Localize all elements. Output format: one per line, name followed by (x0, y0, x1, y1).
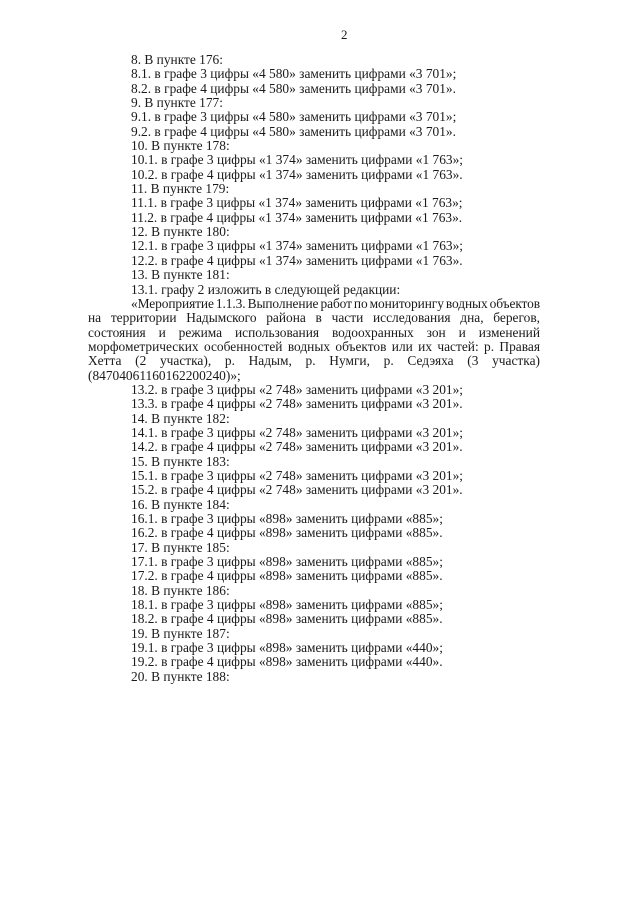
clause-item: 12.2. в графе 4 цифры «1 374» заменить цифрами «1 763». (131, 252, 463, 268)
clause-item: 16.1. в графе 3 цифры «898» заменить цифрами «885»; (131, 511, 443, 526)
clause-heading: 8. В пункте 176: (131, 52, 223, 67)
quote-line-text: морфометрических особенностей водных объектов или их частей: р. Правая (88, 338, 540, 354)
clause-item: 13.3. в графе 4 цифры «2 748» заменить цифрами «3 201». (131, 396, 463, 412)
clause-heading: 17. В пункте 185: (131, 539, 230, 555)
clause-item: 15.2. в графе 4 цифры «2 748» заменить цифрами «3 201». (131, 482, 463, 498)
clause-heading: 11. В пункте 179: (131, 181, 230, 197)
clause-item: 8.2. в графе 4 цифры «4 580» заменить цифрами «3 701». (131, 80, 456, 96)
clause-item: 13.2. в графе 3 цифры «2 748» заменить цифрами «3 201»; (131, 381, 464, 397)
clause-item: 17.1. в графе 3 цифры «898» заменить цифрами «885»; (131, 554, 443, 570)
clause-heading: 14. В пункте 182: (131, 410, 230, 426)
document-body (88, 53, 540, 684)
quote-line-text: на территории Надымского района в части исследования дна, берегов, (88, 310, 540, 326)
quote-line-text: «Мероприятие 1.1.3. Выполнение работ по мониторингу водных объектов (131, 295, 540, 311)
clause-item: 14.1. в графе 3 цифры «2 748» заменить цифрами «3 201»; (131, 424, 464, 440)
clause-item: 17.2. в графе 4 цифры «898» заменить цифрами «885». (131, 568, 443, 584)
clause-item: 11.2. в графе 4 цифры «1 374» заменить цифрами «1 763». (131, 209, 463, 225)
quote-line (88, 311, 540, 325)
quote-line (88, 297, 540, 311)
clause-heading: 10. В пункте 178: (131, 138, 230, 154)
quote-line (88, 354, 540, 368)
clause-item: 18.2. в графе 4 цифры «898» заменить цифрами «885». (131, 611, 443, 627)
clause-item: 11.1. в графе 3 цифры «1 374» заменить цифрами «1 763»; (131, 195, 463, 211)
clause-item: 14.2. в графе 4 цифры «2 748» заменить цифрами «3 201». (131, 439, 463, 455)
page-number: 2 (341, 27, 348, 42)
clause-item: 19.2. в графе 4 цифры «898» заменить цифрами «440». (131, 654, 443, 670)
quote-line (88, 369, 540, 383)
clause-heading: 13. В пункте 181: (131, 267, 230, 283)
clause-heading: 20. В пункте 188: (131, 668, 230, 684)
clause-heading: 16. В пункте 184: (131, 496, 230, 512)
clause-item: 13.1. графу 2 изложить в следующей редакции: (131, 281, 401, 297)
clause-item: 9.1. в графе 3 цифры «4 580» заменить цифрами «3 701»; (131, 109, 457, 125)
quote-line-text: состояния и режима использования водоохранных зон и изменений (88, 324, 540, 340)
clause-item: 15.1. в графе 3 цифры «2 748» заменить цифрами «3 201»; (131, 467, 464, 483)
clause-heading: 12. В пункте 180: (131, 224, 230, 240)
clause-heading: 15. В пункте 183: (131, 453, 230, 469)
clause-item: 12.1. в графе 3 цифры «1 374» заменить цифрами «1 763»; (131, 238, 464, 254)
clause-item: 19.1. в графе 3 цифры «898» заменить цифрами «440»; (131, 640, 443, 656)
clause-heading: 19. В пункте 187: (131, 625, 230, 641)
clause-item: 10.1. в графе 3 цифры «1 374» заменить цифрами «1 763»; (131, 152, 464, 168)
clause-heading: 18. В пункте 186: (131, 582, 230, 598)
quote-line (88, 340, 540, 354)
clause-item: 9.2. в графе 4 цифры «4 580» заменить цифрами «3 701». (131, 123, 456, 139)
clause-heading: 9. В пункте 177: (131, 95, 223, 111)
clause-item: 8.1. в графе 3 цифры «4 580» заменить цифрами «3 701»; (131, 66, 457, 82)
quote-line-text: (84704061160162200240)»; (88, 367, 241, 383)
quote-line-text: Хетта (2 участка), р. Надым, р. Нумги, р. Седэяха (3 участка) (88, 353, 540, 369)
clause-item: 10.2. в графе 4 цифры «1 374» заменить цифрами «1 763». (131, 166, 463, 182)
clause-item: 16.2. в графе 4 цифры «898» заменить цифрами «885». (131, 525, 443, 541)
quote-line (88, 326, 540, 340)
clause-item: 18.1. в графе 3 цифры «898» заменить цифрами «885»; (131, 597, 443, 613)
